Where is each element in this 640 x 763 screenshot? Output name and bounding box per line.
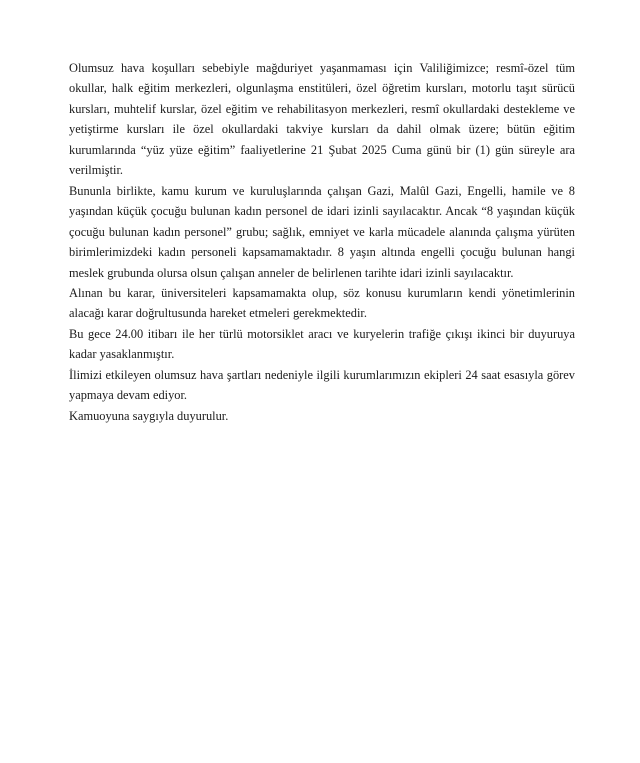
paragraph-administrative-leave: Bununla birlikte, kamu kurum ve kuruluşlarında çalışan Gazi, Malûl Gazi, Engelli, hamile ve 8 yaşından küçük çocuğu bulunan kadın personel de idari izinli sayılacaktır. Ancak “8 yaşından küçük çocuğu bulunan kadın personel” grubu; sağlık, emniyet ve karla mücadele alanında çalışma yürüten birimlerimizdeki kadın personeli kapsamamaktadır. 8 yaşın altında engelli çocuğu bulunan hangi meslek grubunda olursa olsun çalışan anneler de belirlenen tarihte idari izinli sayılacaktır. xyxy=(69,183,575,280)
paragraph-closing: Kamuoyuna saygıyla duyurulur. xyxy=(69,408,229,423)
paragraph-school-closure: Olumsuz hava koşulları sebebiyle mağduriyet yaşanmaması için Valiliğimizce; resmî-özel tüm okullar, halk eğitim merkezleri, olgunlaşma enstitüleri, özel öğretim kursları, motorlu taşıt sürücü kursları, muhtelif kurslar, özel eğitim ve rehabilitasyon merkezleri, resmî okullardaki destekleme ve yetiştirme kursları ile özel okullardaki takviye kursları da dahil olmak üzere; bütün eğitim kurumlarında “yüz yüze eğitim” faaliyetlerine 21 Şubat 2025 Cuma günü bir (1) gün süreyle ara verilmiştir. xyxy=(69,61,575,178)
paragraph-motorcycle-ban: Bu gece 24.00 itibarı ile her türlü motorsiklet aracı ve kuryelerin trafiğe çıkışı ikinci bir duyuruya kadar yasaklanmıştır. xyxy=(69,326,575,362)
paragraph-teams-on-duty: İlimizi etkileyen olumsuz hava şartları nedeniyle ilgili kurumlarımızın ekipleri 24 saat esasıyla görev yapmaya devam ediyor. xyxy=(69,367,575,403)
document-body xyxy=(69,58,575,426)
paragraph-universities: Alınan bu karar, üniversiteleri kapsamamakta olup, söz konusu kurumların kendi yönetimlerinin alacağı karar doğrultusunda hareket etmeleri gerekmektedir. xyxy=(69,285,575,321)
